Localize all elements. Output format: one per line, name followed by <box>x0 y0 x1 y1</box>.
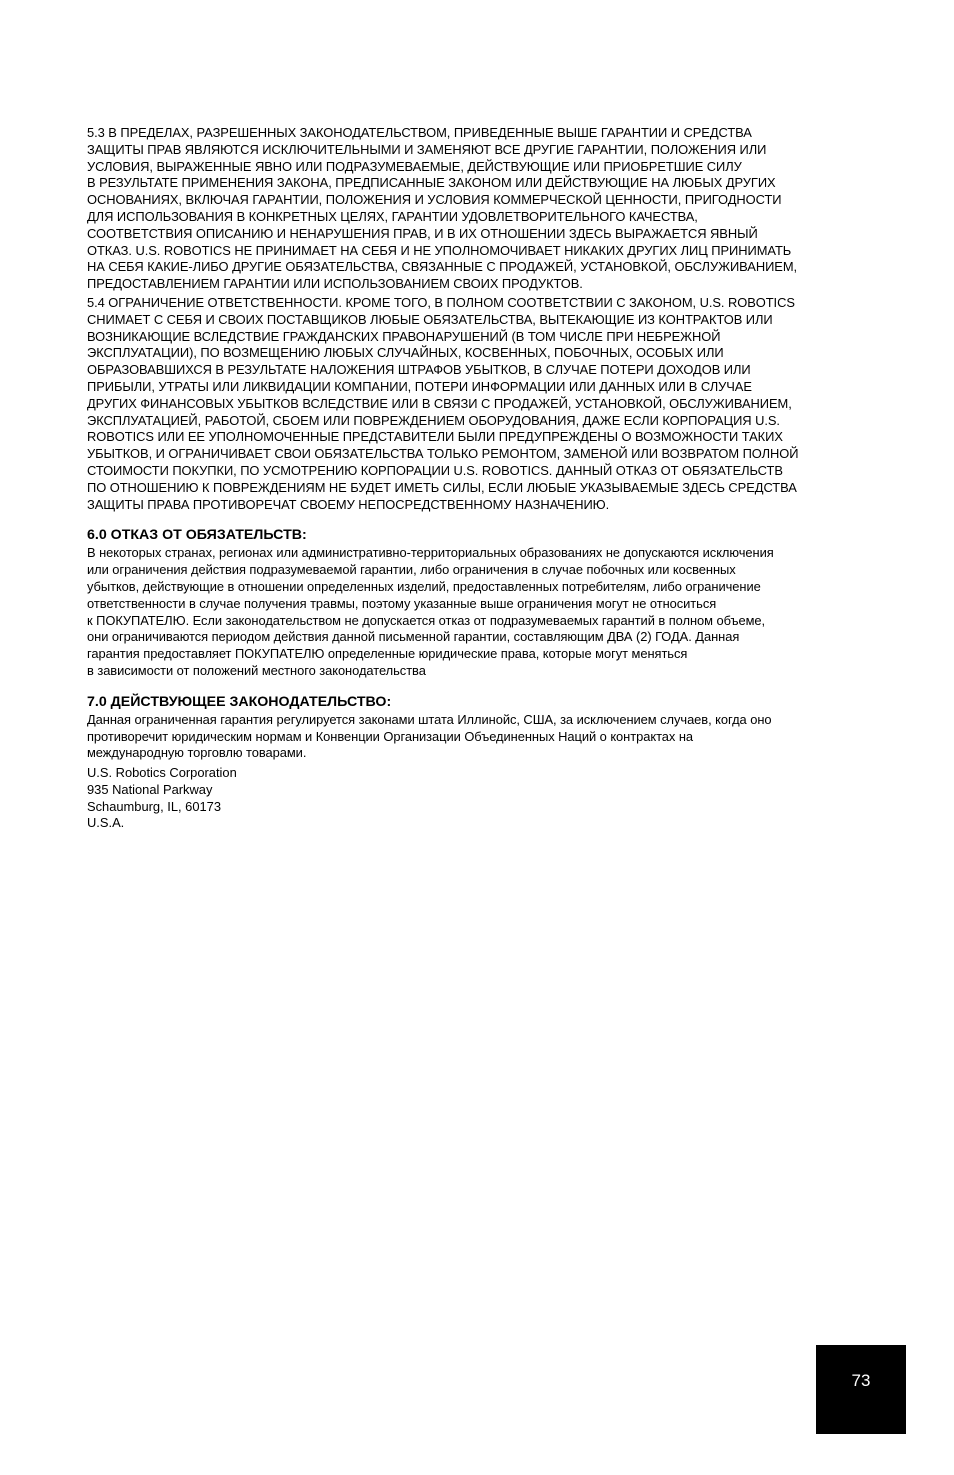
section-5-3-paragraph: 5.3 В ПРЕДЕЛАХ, РАЗРЕШЕННЫХ ЗАКОНОДАТЕЛЬСТВОМ, ПРИВЕДЕННЫЕ ВЫШЕ ГАРАНТИИ И СРЕДСТВА ЗАЩИТЫ ПРАВ ЯВЛЯЮТСЯ ИСКЛЮЧИТЕЛЬНЫМИ И ЗАМЕНЯЮТ ВСЕ ДРУГИЕ ГАРАНТИИ, ПОЛОЖЕНИЯ ИЛИ УСЛОВИЯ, ВЫРАЖЕННЫЕ ЯВНО ИЛИ ПОДРАЗУМЕВАЕМЫЕ, ДЕЙСТВУЮЩИЕ ИЛИ ПРИОБРЕТШИЕ СИЛУ В РЕЗУЛЬТАТЕ ПРИМЕНЕНИЯ ЗАКОНА, ПРЕДПИСАННЫЕ ЗАКОНОМ ИЛИ ДЕЙСТВУЮЩИЕ НА ЛЮБЫХ ДРУГИХ ОСНОВАНИЯХ, ВКЛЮЧАЯ ГАРАНТИИ, ПОЛОЖЕНИЯ И УСЛОВИЯ КОММЕРЧЕСКОЙ ЦЕННОСТИ, ПРИГОДНОСТИ ДЛЯ ИСПОЛЬЗОВАНИЯ В КОНКРЕТНЫХ ЦЕЛЯХ, ГАРАНТИИ УДОВЛЕТВОРИТЕЛЬНОГО КАЧЕСТВА, СООТВЕТСТВИЯ ОПИСАНИЮ И НЕНАРУШЕНИЯ ПРАВ, И В ИХ ОТНОШЕНИИ ЗДЕСЬ ВЫРАЖАЕТСЯ ЯВНЫЙ ОТКАЗ. U.S. ROBOTICS НЕ ПРИНИМАЕТ НА СЕБЯ И НЕ УПОЛНОМОЧИВАЕТ НИКАКИХ ДРУГИХ ЛИЦ ПРИНИМАТЬ НА СЕБЯ КАКИЕ-ЛИБО ДРУГИЕ ОБЯЗАТЕЛЬСТВА, СВЯЗАННЫЕ С ПРОДАЖЕЙ, УСТАНОВКОЙ, ОБСЛУЖИВАНИЕМ, ПРЕДОСТАВЛЕНИЕМ ГАРАНТИИ ИЛИ ИСПОЛЬЗОВАНИЕМ СВОИХ ПРОДУКТОВ. <box>87 125 798 292</box>
section-7-heading: 7.0 ДЕЙСТВУЮЩЕЕ ЗАКОНОДАТЕЛЬСТВО: <box>87 693 392 710</box>
address-country: U.S.A. <box>87 815 125 831</box>
address-company-name: U.S. Robotics Corporation <box>87 765 237 781</box>
section-5-4-paragraph: 5.4 ОГРАНИЧЕНИЕ ОТВЕТСТВЕННОСТИ. КРОМЕ ТОГО, В ПОЛНОМ СООТВЕТСТВИИ С ЗАКОНОМ, U.S. ROBOTICS СНИМАЕТ С СЕБЯ И СВОИХ ПОСТАВЩИКОВ ЛЮБЫЕ ОБЯЗАТЕЛЬСТВА, ВЫТЕКАЮЩИЕ ИЗ КОНТРАКТОВ ИЛИ ВОЗНИКАЮЩИЕ ВСЛЕДСТВИЕ ГРАЖДАНСКИХ ПРАВОНАРУШЕНИЙ (В ТОМ ЧИСЛЕ ПРИ НЕБРЕЖНОЙ ЭКСПЛУАТАЦИИ), ПО ВОЗМЕЩЕНИЮ ЛЮБЫХ СЛУЧАЙНЫХ, КОСВЕННЫХ, ПОБОЧНЫХ, ОСОБЫХ ИЛИ ОБРАЗОВАВШИХСЯ В РЕЗУЛЬТАТЕ НАЛОЖЕНИЯ ШТРАФОВ УБЫТКОВ, В СЛУЧАЕ ПОТЕРИ ДОХОДОВ ИЛИ ПРИБЫЛИ, УТРАТЫ ИЛИ ЛИКВИДАЦИИ КОМПАНИИ, ПОТЕРИ ИНФОРМАЦИИ ИЛИ ДАННЫХ ИЛИ В СЛУЧАЕ ДРУГИХ ФИНАНСОВЫХ УБЫТКОВ ВСЛЕДСТВИЕ ИЛИ В СВЯЗИ С ПРОДАЖЕЙ, УСТАНОВКОЙ, ОБСЛУЖИВАНИЕМ, ЭКСПЛУАТАЦИЕЙ, РАБОТОЙ, СБОЕМ ИЛИ ПОВРЕЖДЕНИЕМ ОБОРУДОВАНИЯ, ДАЖЕ ЕСЛИ КОРПОРАЦИЯ U.S. ROBOTICS ИЛИ ЕЕ УПОЛНОМОЧЕННЫЕ ПРЕДСТАВИТЕЛИ БЫЛИ ПРЕДУПРЕЖДЕНЫ О ВОЗМОЖНОСТИ ТАКИХ УБЫТКОВ, И ОГРАНИЧИВАЕТ СВОИ ОБЯЗАТЕЛЬСТВА ТОЛЬКО РЕМОНТОМ, ЗАМЕНОЙ ИЛИ ВОЗВРАТОМ ПОЛНОЙ СТОИМОСТИ ПОКУПКИ, ПО УСМОТРЕНИЮ КОРПОРАЦИИ U.S. ROBOTICS. ДАННЫЙ ОТКАЗ ОТ ОБЯЗАТЕЛЬСТВ ПО ОТНОШЕНИЮ К ПОВРЕЖДЕНИЯМ НЕ БУДЕТ ИМЕТЬ СИЛЫ, ЕСЛИ ЛЮБЫЕ УКАЗЫВАЕМЫЕ ЗДЕСЬ СРЕДСТВА ЗАЩИТЫ ПРАВА ПРОТИВОРЕЧАТ СВОЕМУ НЕПОСРЕДСТВЕННОМУ НАЗНАЧЕНИЮ. <box>87 294 799 512</box>
page-number: 73 <box>851 1371 871 1390</box>
document-body <box>87 125 871 832</box>
company-address <box>87 765 871 832</box>
address-city: Schaumburg, IL, 60173 <box>87 798 222 814</box>
address-street: 935 National Parkway <box>87 781 213 797</box>
section-6-paragraph: В некоторых странах, регионах или административно-территориальных образованиях не допускаются исключения или ограничения действия подразумеваемой гарантии, либо ограничения в случае побочных или косвенных убытков, действующие в отношении определенных изделий, предоставленных потребителям, либо ограничение ответственности в случае получения травмы, поэтому указанные выше ограничения могут не относиться к ПОКУПАТЕЛЮ. Если законодательством не допускается отказ от подразумеваемых гарантий в полном объеме, они ограничиваются периодом действия данной письменной гарантии, составляющим ДВА (2) ГОДА. Данная гарантия предоставляет ПОКУПАТЕЛЮ определенные юридические права, которые могут меняться в зависимости от положений местного законодательства <box>87 545 774 678</box>
section-7-paragraph: Данная ограниченная гарантия регулируется законами штата Иллинойс, США, за исключением случаев, когда оно противоречит юридическим нормам и Конвенции Организации Объединенных Наций о контрактах на международную торговлю товарами. <box>87 711 772 761</box>
page-number-box <box>816 1345 906 1434</box>
section-6-heading: 6.0 ОТКАЗ ОТ ОБЯЗАТЕЛЬСТВ: <box>87 527 307 544</box>
